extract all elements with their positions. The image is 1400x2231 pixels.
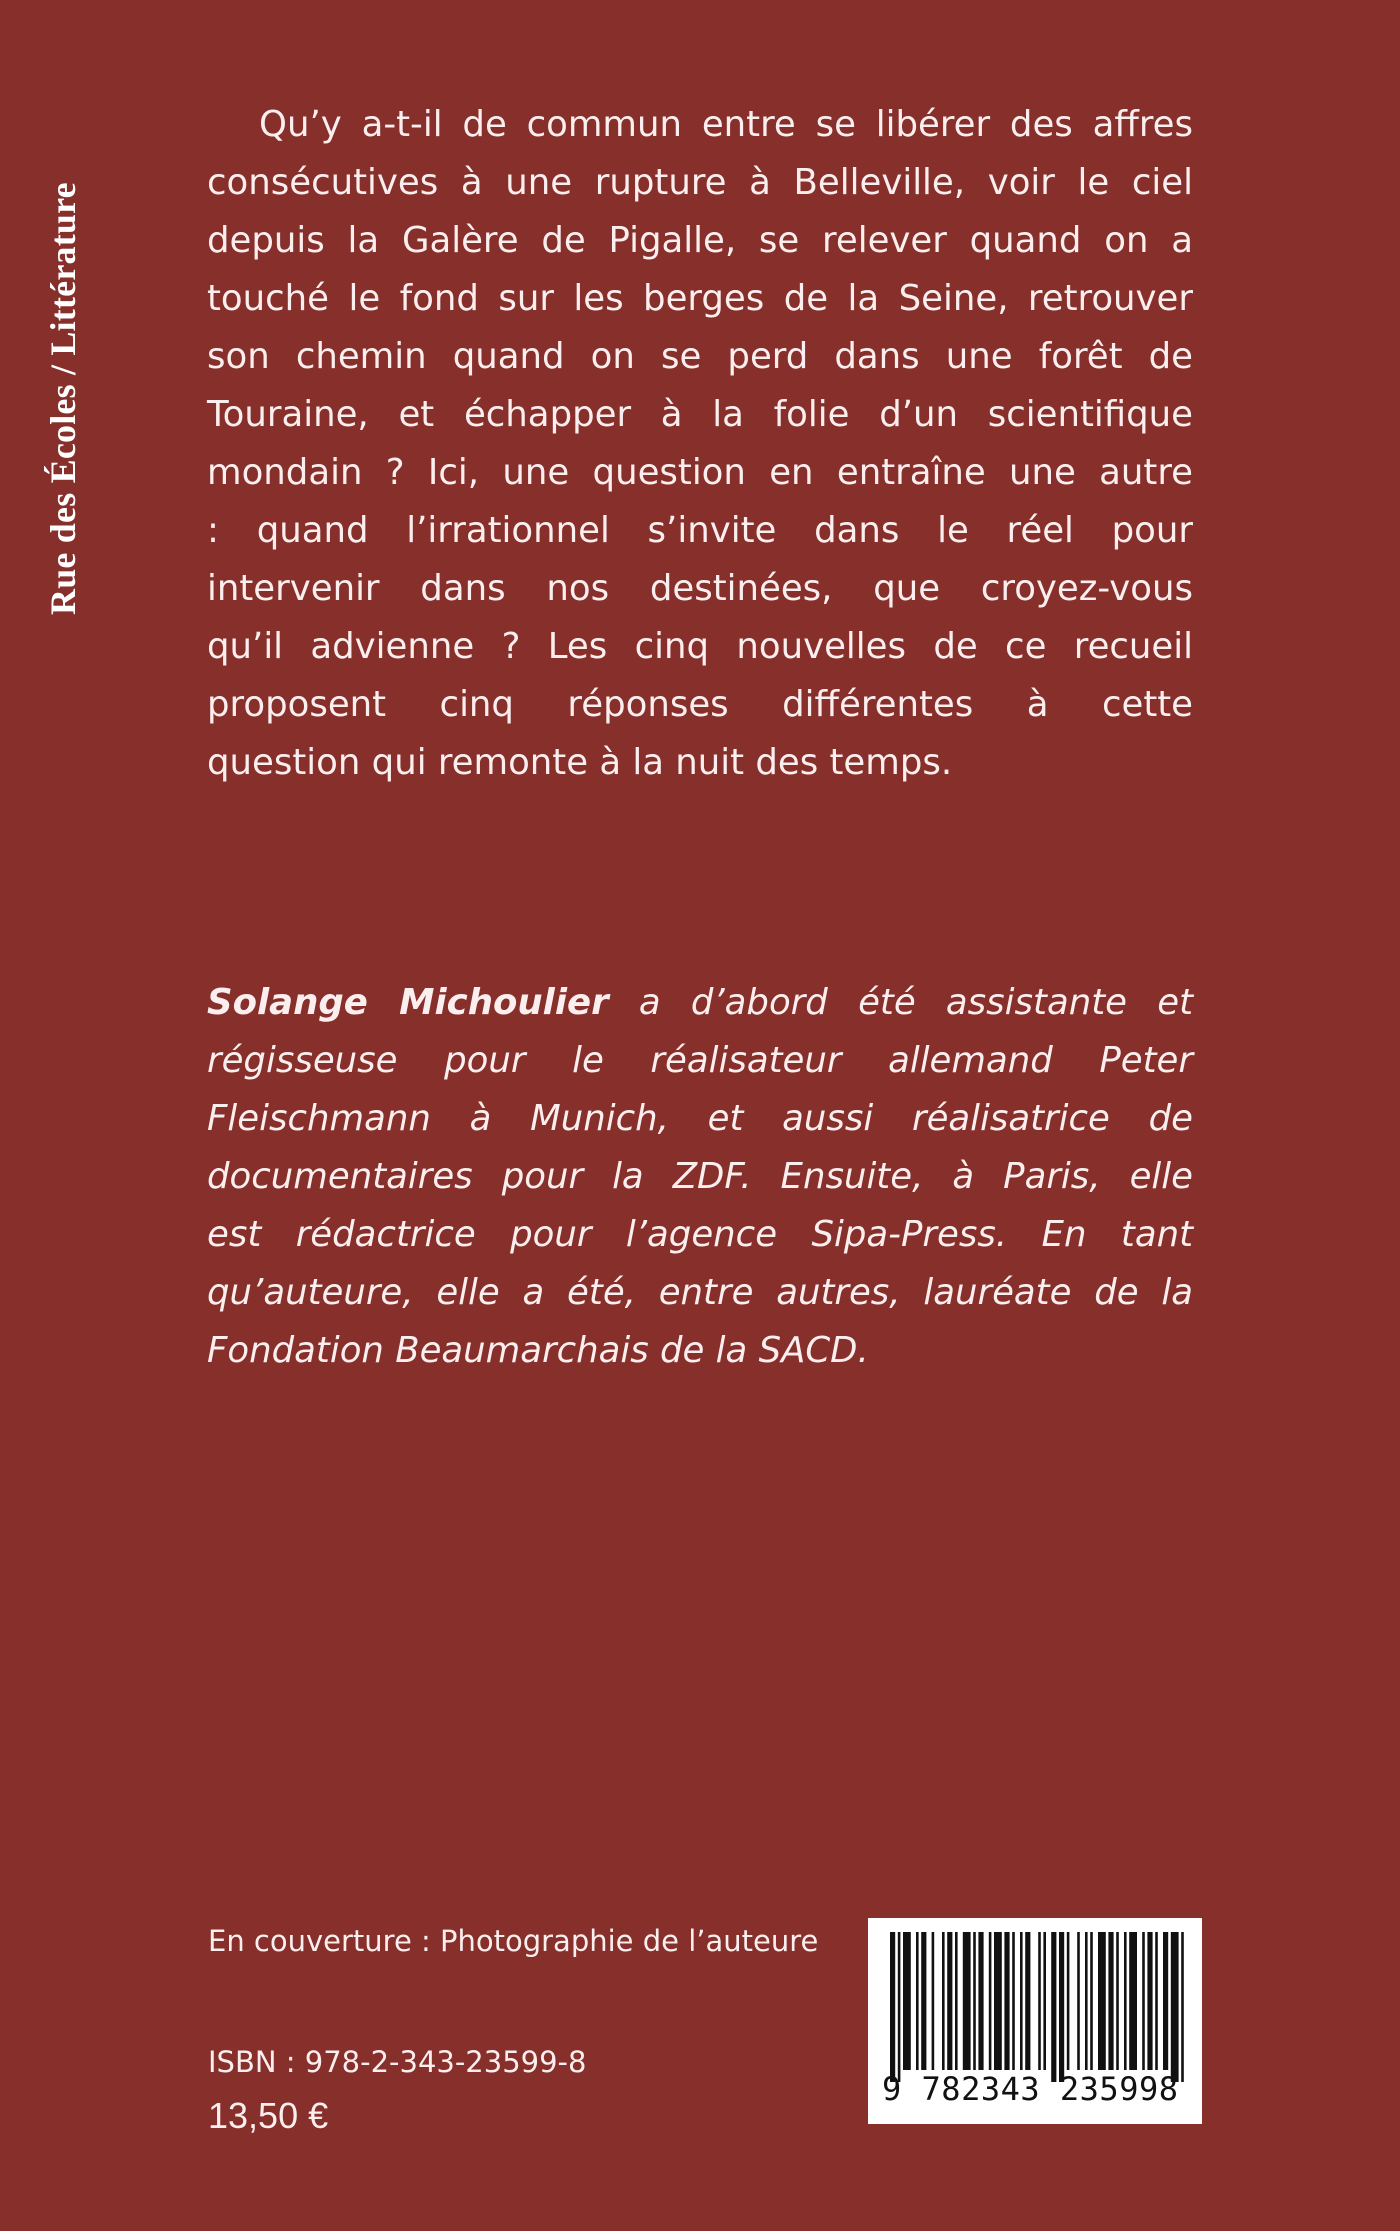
blurb-line: consécutives à une rupture à Belleville, voir le ciel [207,162,1193,203]
barcode-bar [1124,1932,1127,2070]
barcode-bar [947,1932,952,2070]
barcode-bar [1181,1932,1184,2082]
cover-credit: En couverture : Photographie de l’auteure [208,1924,819,1958]
barcode-bar [1038,1932,1041,2070]
barcode-bar [989,1932,992,2070]
barcode-bar [890,1932,895,2082]
blurb-line: Qu’y a-t-il de commun entre se libérer des affres [259,104,1193,145]
barcode-bar [1142,1932,1145,2070]
barcode-bar [1155,1932,1158,2070]
barcode-bar [903,1932,911,2070]
bio-first-line-rest: a d’abord été assistante et [608,982,1193,1023]
barcode-bar [1116,1932,1119,2070]
barcode-bar [1129,1932,1137,2070]
barcode-bar [1043,1932,1046,2070]
blurb-line: qu’il advienne ? Les cinq nouvelles de ce recueil [207,626,1193,667]
bio-line: documentaires pour la ZDF. Ensuite, à Paris, elle [207,1156,1193,1197]
barcode-bar [921,1932,926,2070]
barcode-bar [1051,1932,1056,2082]
author-bio [207,974,1193,1380]
barcode-bar [1090,1932,1093,2070]
author-name: Solange Michoulier [207,982,609,1023]
isbn: ISBN : 978-2-343-23599-8 [208,2045,587,2079]
spine-label: Rue des Écoles / Littérature [43,182,83,615]
barcode-bar [916,1932,919,2070]
blurb-line: Touraine, et échapper à la folie d’un scientifique [207,394,1193,435]
barcode-bar [1025,1932,1030,2070]
barcode-bar [1012,1932,1015,2070]
blurb-line: mondain ? Ici, une question en entraîne une autre [207,452,1193,493]
barcode-bar [1020,1932,1023,2070]
barcode-bar [1004,1932,1009,2070]
blurb-line: question qui remonte à la nuit des temps. [207,742,953,783]
barcode-bar [932,1932,935,2070]
barcode-bar [1067,1932,1070,2070]
barcode-digits: 9 782343 235998 [882,2070,1179,2108]
price: 13,50 € [208,2095,329,2136]
bio-first-line [207,974,1193,1032]
barcode-bar [942,1932,945,2070]
blurb-line: : quand l’irrationnel s’invite dans le réel pour [207,510,1193,551]
bio-line: Fleischmann à Munich, et aussi réalisatrice de [207,1098,1193,1139]
barcode-bar [1059,1932,1064,2082]
barcode-bar [1163,1932,1168,2070]
barcode-bar [1147,1932,1152,2070]
bio-line: qu’auteure, elle a été, entre autres, lauréate de la [207,1272,1193,1313]
barcode-bar [1098,1932,1106,2070]
bio-line: régisseuse pour le réalisateur allemand Peter [207,1040,1193,1081]
barcode-bar [1108,1932,1113,2070]
barcode-bar [1077,1932,1080,2070]
back-cover-blurb [207,96,1193,792]
barcode-bar [978,1932,983,2070]
barcode-bar [994,1932,1002,2070]
barcode-bar [898,1932,901,2082]
blurb-line: depuis la Galère de Pigalle, se relever quand on a [207,220,1193,261]
blurb-line: touché le fond sur les berges de la Seine, retrouver [207,278,1193,319]
barcode-bar [1085,1932,1088,2070]
barcode-bar [973,1932,976,2070]
barcode-bar [1171,1932,1179,2082]
blurb-line: proposent cinq réponses différentes à cette [207,684,1193,725]
bio-line: est rédactrice pour l’agence Sipa-Press. En tant [207,1214,1193,1255]
bio-line: Fondation Beaumarchais de la SACD. [207,1330,869,1371]
barcode-bar [955,1932,958,2070]
blurb-line: intervenir dans nos destinées, que croyez-vous [207,568,1193,609]
blurb-line: son chemin quand on se perd dans une forêt de [207,336,1193,377]
barcode [868,1918,1202,2124]
barcode-bar [963,1932,971,2070]
